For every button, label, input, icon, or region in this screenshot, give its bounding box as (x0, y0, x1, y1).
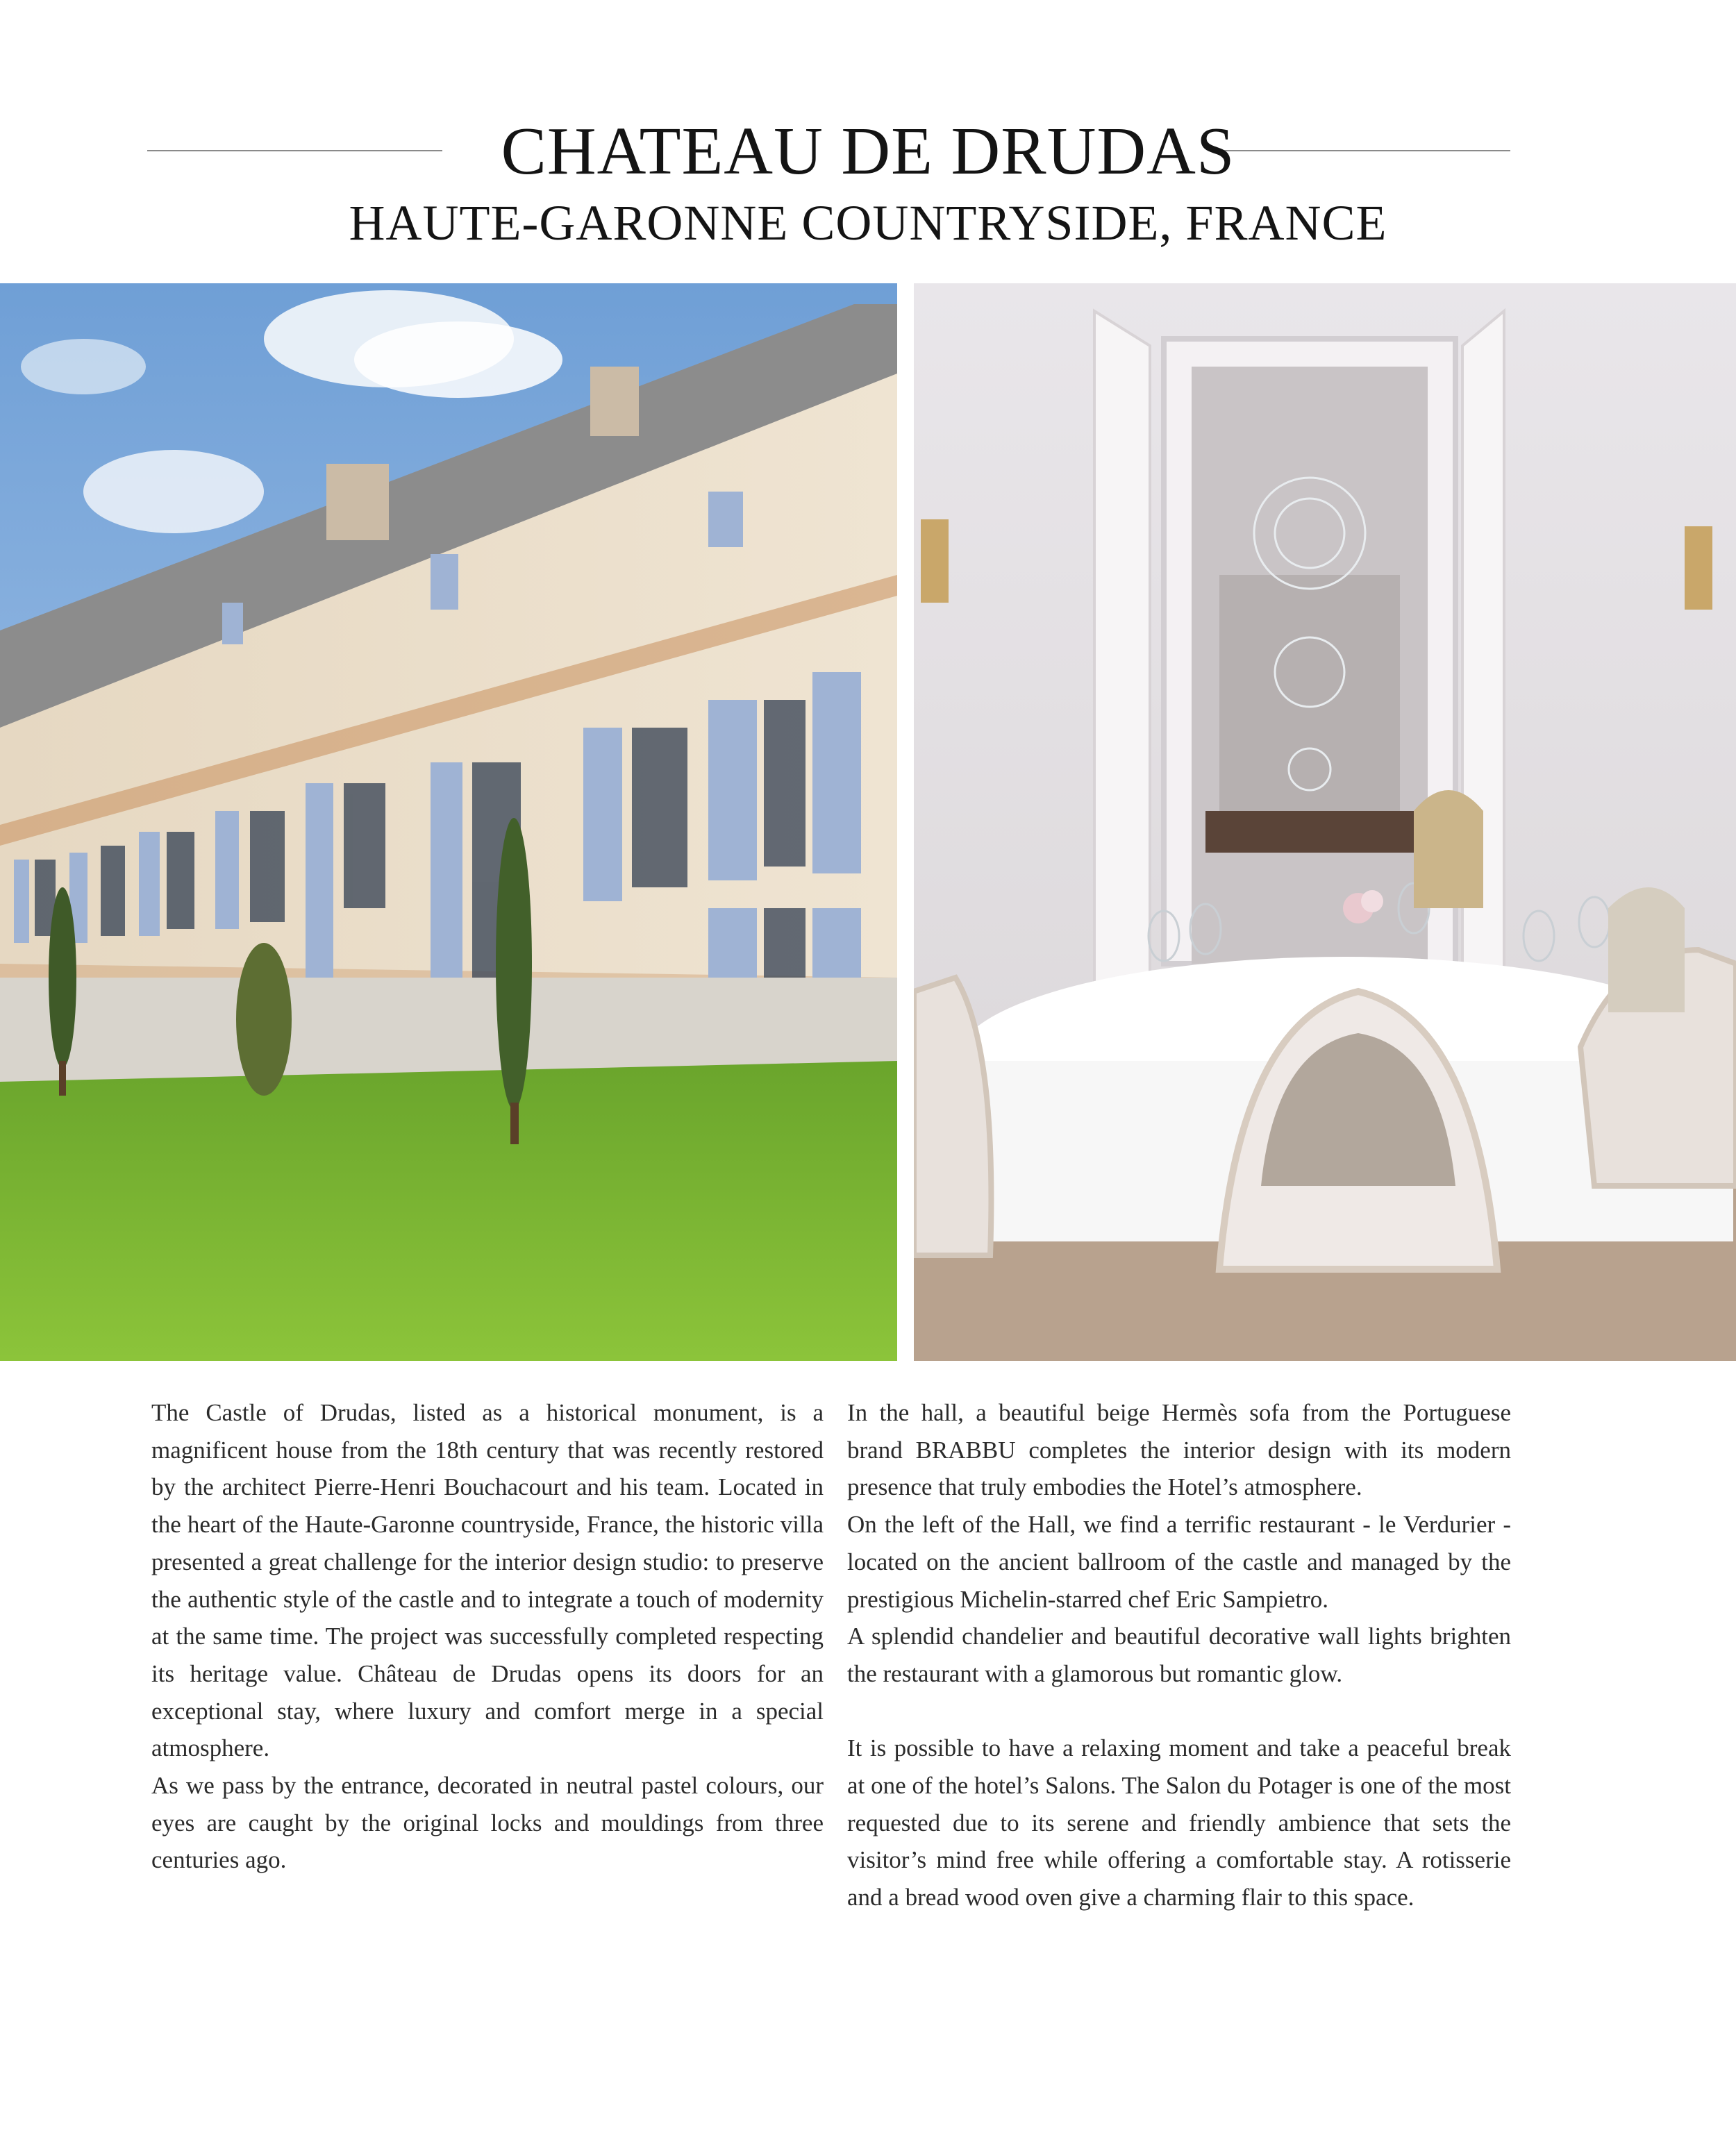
article-paragraph: As we pass by the entrance, decorated in neutral pastel colours, our eyes are caught by the original locks and mouldings from three centuries ago. (151, 1772, 824, 1874)
page-subtitle: HAUTE-GARONNE COUNTRYSIDE, FRANCE (349, 195, 1387, 251)
chateau-exterior-photo (0, 283, 897, 1361)
article-paragraph: On the left of the Hall, we find a terrific restaurant - le Verdurier - located on the ancient ballroom of the castle and managed by the prestigious Michelin-starred chef Eric Sampietro. (847, 1511, 1511, 1613)
page-header (0, 0, 1736, 278)
article-paragraph: In the hall, a beautiful beige Hermès sofa from the Portuguese brand BRABBU completes the interior design with its modern presence that truly embodies the Hotel’s atmosphere. (847, 1399, 1511, 1501)
dining-room-photo (914, 283, 1736, 1361)
article-paragraph: The Castle of Drudas, listed as a historical monument, is a magnificent house from the 18th century that was recently restored by the architect Pierre-Henri Bouchacourt and his team. Located in the heart of the Haute-Garonne countryside, France, the historic villa presented a great challenge for the interior design studio: to preserve the authentic style of the castle and to integrate a touch of modernity at the same time. The project was successfully completed respecting its heritage value. Château de Drudas opens its doors for an exceptional stay, where luxury and comfort merge in a special atmosphere. (151, 1399, 824, 1762)
article-paragraph: A splendid chandelier and beautiful decorative wall lights brighten the restaurant with a glamorous but romantic glow. (847, 1623, 1511, 1687)
article-column-left (151, 1394, 824, 1879)
page-title: CHATEAU DE DRUDAS (501, 114, 1235, 189)
article-paragraph: It is possible to have a relaxing moment and take a peaceful break at one of the hotel’s Salons. The Salon du Potager is one of the most requested due to its serene and friendly ambience that sets the visitor’s mind free while offering a comfortable stay. A rotisserie and a bread wood oven give a charming flair to this space. (847, 1734, 1511, 1911)
article-column-right (847, 1394, 1511, 1916)
